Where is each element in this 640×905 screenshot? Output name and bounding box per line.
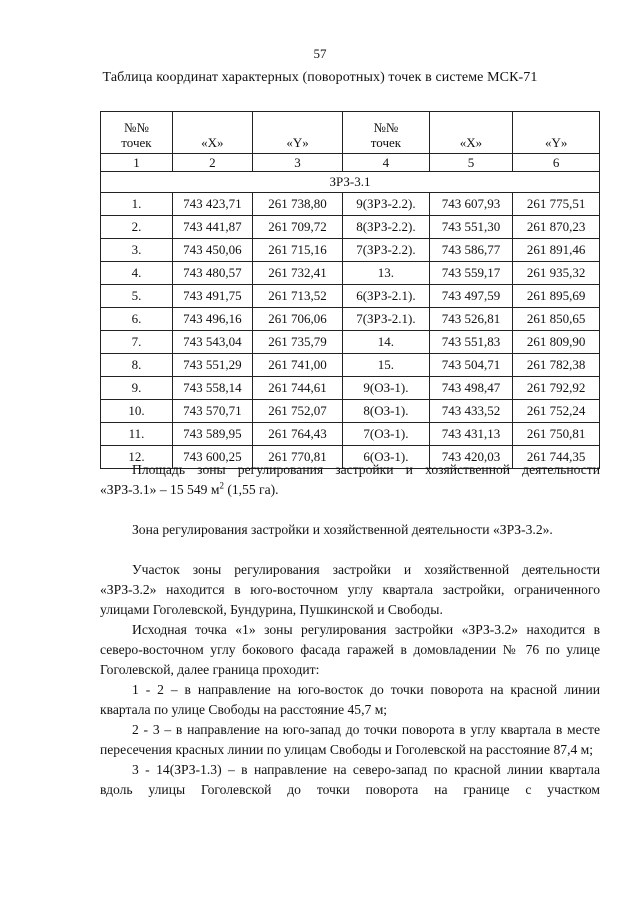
table-cell: 743 526,81 [429, 308, 513, 331]
table-cell: 261 935,32 [513, 262, 600, 285]
table-cell: 7(ЗРЗ-2.1). [343, 308, 429, 331]
table-cell: 743 551,83 [429, 331, 513, 354]
segment-3-14-text: 3 - 14(ЗРЗ-1.3) – в направление на северо-запад по красной линии квартала вдоль улицы Гоголевской до точки поворота на границе с участком [100, 762, 600, 797]
table-cell: 15. [343, 354, 429, 377]
table-cell: 8. [101, 354, 173, 377]
segment-1-2-text: 1 - 2 – в направление на юго-восток до точки поворота на красной линии квартала по улице Свободы на расстояние 45,7 м; [100, 682, 600, 717]
table-cell: 261 850,65 [513, 308, 600, 331]
table-cell: 261 750,81 [513, 423, 600, 446]
index-cell: 4 [343, 154, 429, 172]
table-cell: 3. [101, 239, 173, 262]
table-cell: 261 715,16 [252, 239, 343, 262]
table-cell: 261 770,81 [252, 446, 343, 469]
table-header-row [101, 112, 600, 154]
table-cell: 743 504,71 [429, 354, 513, 377]
table-cell: 743 558,14 [172, 377, 252, 400]
table-cell: 261 732,41 [252, 262, 343, 285]
table-cell: 261 792,92 [513, 377, 600, 400]
coordinates-table [100, 111, 600, 469]
table-cell: 743 498,47 [429, 377, 513, 400]
segment-2-3 [100, 720, 600, 760]
table-row [101, 377, 600, 400]
table-cell: 261 764,43 [252, 423, 343, 446]
table-cell: 7(ЗРЗ-2.2). [343, 239, 429, 262]
table-cell: 4. [101, 262, 173, 285]
table-cell: 743 607,93 [429, 193, 513, 216]
header-cell: №№ точек [343, 112, 429, 154]
segment-2-3-text: 2 - 3 – в направление на юго-запад до точки поворота в углу квартала в месте пересечения красных линии по улицам Свободы и Гоголевской на расстояние 87,4 м; [100, 722, 600, 757]
index-cell: 6 [513, 154, 600, 172]
table-row [101, 285, 600, 308]
table-cell: 8(ЗРЗ-2.2). [343, 216, 429, 239]
table-cell: 261 713,52 [252, 285, 343, 308]
table-cell: 261 738,80 [252, 193, 343, 216]
table-cell: 261 782,38 [513, 354, 600, 377]
table-cell: 743 423,71 [172, 193, 252, 216]
start-point-text: Исходная точка «1» зоны регулирования застройки «ЗРЗ-3.2» находится в северо-восточном углу бокового фасада гаражей в домовладении № 76 по улице Гоголевской, далее граница проходит: [100, 622, 600, 677]
table-row [101, 423, 600, 446]
header-cell: «X» [429, 112, 513, 154]
table-cell: 261 706,06 [252, 308, 343, 331]
table-cell: 8(ОЗ-1). [343, 400, 429, 423]
table-cell: 743 441,87 [172, 216, 252, 239]
index-cell: 2 [172, 154, 252, 172]
header-cell: «Y» [513, 112, 600, 154]
table-title: Таблица координат характерных (поворотных) точек в системе МСК-71 [102, 70, 538, 85]
table-cell: 743 420,03 [429, 446, 513, 469]
table-cell: 261 809,90 [513, 331, 600, 354]
table-cell: 743 600,25 [172, 446, 252, 469]
table-row [101, 308, 600, 331]
table-cell: 743 491,75 [172, 285, 252, 308]
table-cell: 743 497,59 [429, 285, 513, 308]
table-cell: 743 551,29 [172, 354, 252, 377]
table-cell: 743 559,17 [429, 262, 513, 285]
index-cell: 5 [429, 154, 513, 172]
table-index-row [101, 154, 600, 172]
table-cell: 743 543,04 [172, 331, 252, 354]
table-row [101, 354, 600, 377]
index-cell: 1 [101, 154, 173, 172]
table-cell: 9. [101, 377, 173, 400]
table-cell: 743 450,06 [172, 239, 252, 262]
table-cell: 11. [101, 423, 173, 446]
table-cell: 261 735,79 [252, 331, 343, 354]
table-row [101, 400, 600, 423]
table-cell: 261 752,07 [252, 400, 343, 423]
table-section-row [101, 172, 600, 193]
page-number: 57 [313, 46, 327, 61]
zone-heading [100, 520, 600, 540]
table-cell: 9(ОЗ-1). [343, 377, 429, 400]
table-cell: 261 891,46 [513, 239, 600, 262]
header-cell: «Y» [252, 112, 343, 154]
table-cell: 743 433,52 [429, 400, 513, 423]
table-cell: 743 589,95 [172, 423, 252, 446]
table-cell: 14. [343, 331, 429, 354]
area-unit-sup: 2 [219, 480, 224, 491]
table-cell: 261 752,24 [513, 400, 600, 423]
zone-heading-text: Зона регулирования застройки и хозяйственной деятельности «ЗРЗ-3.2». [132, 522, 553, 537]
table-cell: 743 431,13 [429, 423, 513, 446]
start-point-paragraph [100, 620, 600, 680]
table-cell: 10. [101, 400, 173, 423]
table-row [101, 331, 600, 354]
table-cell: 261 744,35 [513, 446, 600, 469]
table-cell: 261 870,23 [513, 216, 600, 239]
table-row [101, 193, 600, 216]
table-cell: 743 570,71 [172, 400, 252, 423]
segment-1-2 [100, 680, 600, 720]
area-tail: (1,55 га). [223, 482, 279, 497]
location-paragraph [100, 560, 600, 620]
header-cell: №№ точек [101, 112, 173, 154]
table-cell: 261 775,51 [513, 193, 600, 216]
table-cell: 13. [343, 262, 429, 285]
table-row [101, 216, 600, 239]
segment-3-14 [100, 760, 600, 800]
table-cell: 261 709,72 [252, 216, 343, 239]
table-row [101, 239, 600, 262]
table-cell: 743 551,30 [429, 216, 513, 239]
table-cell: 12. [101, 446, 173, 469]
table-cell: 261 744,61 [252, 377, 343, 400]
table-cell: 9(ЗРЗ-2.2). [343, 193, 429, 216]
area-paragraph [100, 460, 600, 500]
table-cell: 7. [101, 331, 173, 354]
table-cell: 2. [101, 216, 173, 239]
table-cell: 261 741,00 [252, 354, 343, 377]
header-cell: «X» [172, 112, 252, 154]
table-cell: 743 586,77 [429, 239, 513, 262]
table-cell: 261 895,69 [513, 285, 600, 308]
table-cell: 7(ОЗ-1). [343, 423, 429, 446]
table-cell: 743 480,57 [172, 262, 252, 285]
table-cell: 6. [101, 308, 173, 331]
index-cell: 3 [252, 154, 343, 172]
table-cell: 5. [101, 285, 173, 308]
table-cell: 6(ЗРЗ-2.1). [343, 285, 429, 308]
area-text: Площадь зоны регулирования застройки и хозяйственной деятельности «ЗРЗ-3.1» – 15 549 м [100, 462, 600, 497]
table-row [101, 262, 600, 285]
location-text: Участок зоны регулирования застройки и хозяйственной деятельности «ЗРЗ-3.2» находится в юго-восточном углу квартала застройки, ограниченного улицами Гоголевской, Бундурина, Пушкинской и Свободы. [100, 562, 600, 617]
table-cell: 6(ОЗ-1). [343, 446, 429, 469]
table-cell: 743 496,16 [172, 308, 252, 331]
table-cell: 1. [101, 193, 173, 216]
section-label: ЗРЗ-3.1 [101, 172, 600, 193]
